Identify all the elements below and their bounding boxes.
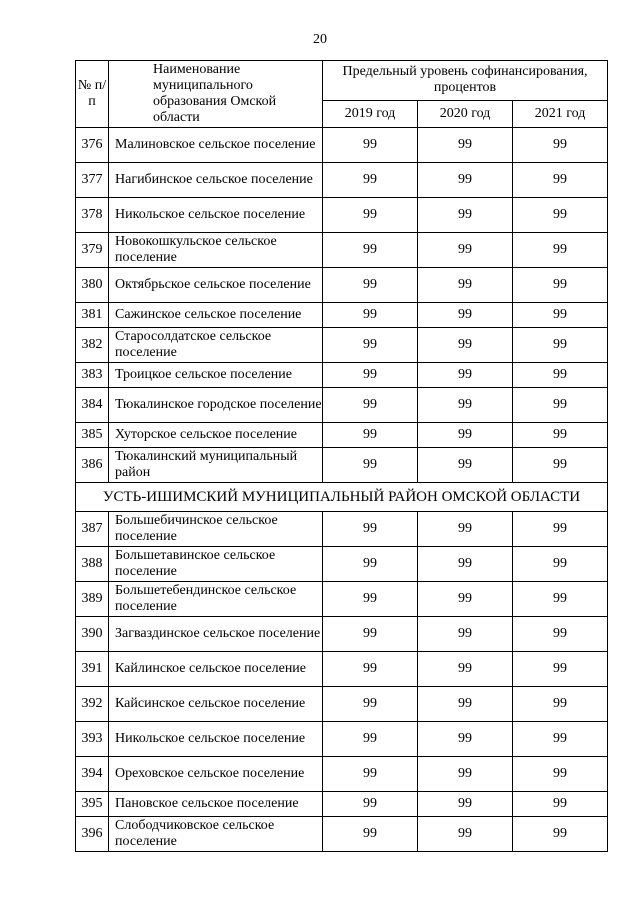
row-number: 388: [76, 547, 109, 582]
row-name: Нагибинское сельское поселение: [109, 163, 323, 198]
row-number: 379: [76, 233, 109, 268]
value-2020: 99: [418, 448, 513, 483]
value-2019: 99: [323, 328, 418, 363]
row-name: Троицкое сельское поселение: [109, 363, 323, 388]
value-2019: 99: [323, 198, 418, 233]
value-2021: 99: [513, 617, 608, 652]
row-name: Новокошкульское сельское поселение: [109, 233, 323, 268]
value-2020: 99: [418, 817, 513, 852]
value-2019: 99: [323, 722, 418, 757]
value-2019: 99: [323, 268, 418, 303]
row-name: Пановское сельское поселение: [109, 792, 323, 817]
table-row: [76, 268, 608, 303]
value-2021: 99: [513, 547, 608, 582]
value-2020: 99: [418, 617, 513, 652]
value-2019: 99: [323, 128, 418, 163]
value-2021: 99: [513, 423, 608, 448]
row-number: 389: [76, 582, 109, 617]
value-2020: 99: [418, 163, 513, 198]
value-2020: 99: [418, 687, 513, 722]
row-number: 384: [76, 388, 109, 423]
value-2020: 99: [418, 582, 513, 617]
cofinancing-table: [75, 60, 608, 852]
table-row: [76, 388, 608, 423]
header-name: Наименование муниципального образования Омской области: [109, 61, 323, 128]
table-row: [76, 617, 608, 652]
value-2021: 99: [513, 722, 608, 757]
value-2019: 99: [323, 233, 418, 268]
value-2019: 99: [323, 423, 418, 448]
header-year-2020: 2020 год: [418, 100, 513, 127]
value-2019: 99: [323, 652, 418, 687]
value-2020: 99: [418, 652, 513, 687]
row-number: 396: [76, 817, 109, 852]
row-number: 382: [76, 328, 109, 363]
value-2020: 99: [418, 363, 513, 388]
row-number: 394: [76, 757, 109, 792]
row-name: Большетавинское сельское поселение: [109, 547, 323, 582]
value-2019: 99: [323, 582, 418, 617]
row-name: Ореховское сельское поселение: [109, 757, 323, 792]
row-name: Кайсинское сельское поселение: [109, 687, 323, 722]
row-number: 387: [76, 512, 109, 547]
value-2021: 99: [513, 163, 608, 198]
header-year-2019: 2019 год: [323, 100, 418, 127]
table-row: [76, 652, 608, 687]
value-2020: 99: [418, 792, 513, 817]
value-2020: 99: [418, 757, 513, 792]
value-2021: 99: [513, 687, 608, 722]
table-row: [76, 328, 608, 363]
row-name: Большебичинское сельское поселение: [109, 512, 323, 547]
value-2021: 99: [513, 268, 608, 303]
row-name: Хуторское сельское поселение: [109, 423, 323, 448]
value-2021: 99: [513, 582, 608, 617]
value-2021: 99: [513, 328, 608, 363]
table-row: [76, 198, 608, 233]
table-row: [76, 448, 608, 483]
row-name: Октябрьское сельское поселение: [109, 268, 323, 303]
table-row: [76, 722, 608, 757]
row-name: Старосолдатское сельское поселение: [109, 328, 323, 363]
value-2019: 99: [323, 363, 418, 388]
value-2021: 99: [513, 512, 608, 547]
table-row: [76, 128, 608, 163]
section-row: [76, 483, 608, 512]
row-name: Сажинское сельское поселение: [109, 303, 323, 328]
page-number: 20: [313, 32, 327, 47]
value-2019: 99: [323, 448, 418, 483]
value-2021: 99: [513, 303, 608, 328]
value-2020: 99: [418, 303, 513, 328]
table-row: [76, 817, 608, 852]
value-2019: 99: [323, 303, 418, 328]
value-2020: 99: [418, 128, 513, 163]
row-number: 378: [76, 198, 109, 233]
table-row: [76, 512, 608, 547]
value-2019: 99: [323, 512, 418, 547]
row-name: Никольское сельское поселение: [109, 722, 323, 757]
value-2021: 99: [513, 817, 608, 852]
table-row: [76, 163, 608, 198]
value-2021: 99: [513, 363, 608, 388]
value-2020: 99: [418, 547, 513, 582]
value-2019: 99: [323, 547, 418, 582]
value-2019: 99: [323, 792, 418, 817]
header-row: [76, 61, 608, 101]
value-2021: 99: [513, 198, 608, 233]
value-2020: 99: [418, 512, 513, 547]
value-2021: 99: [513, 388, 608, 423]
row-number: 393: [76, 722, 109, 757]
value-2021: 99: [513, 792, 608, 817]
row-name: Загваздинское сельское поселение: [109, 617, 323, 652]
value-2019: 99: [323, 757, 418, 792]
section-title: УСТЬ-ИШИМСКИЙ МУНИЦИПАЛЬНЫЙ РАЙОН ОМСКОЙ ОБЛАСТИ: [76, 483, 608, 512]
row-number: 390: [76, 617, 109, 652]
table-row: [76, 547, 608, 582]
header-year-2021: 2021 год: [513, 100, 608, 127]
table-row: [76, 757, 608, 792]
header-group: Предельный уровень софинансирования, процентов: [323, 61, 608, 101]
row-name: Слободчиковское сельское поселение: [109, 817, 323, 852]
table-row: [76, 582, 608, 617]
value-2020: 99: [418, 328, 513, 363]
row-name: Кайлинское сельское поселение: [109, 652, 323, 687]
row-number: 386: [76, 448, 109, 483]
row-number: 385: [76, 423, 109, 448]
table-body: [76, 61, 608, 852]
header-num: № п/п: [76, 61, 109, 128]
table-row: [76, 233, 608, 268]
value-2020: 99: [418, 233, 513, 268]
value-2021: 99: [513, 448, 608, 483]
row-name: Тюкалинский муниципальный район: [109, 448, 323, 483]
value-2020: 99: [418, 198, 513, 233]
row-number: 377: [76, 163, 109, 198]
value-2021: 99: [513, 128, 608, 163]
value-2019: 99: [323, 687, 418, 722]
value-2019: 99: [323, 388, 418, 423]
row-number: 391: [76, 652, 109, 687]
value-2020: 99: [418, 268, 513, 303]
value-2019: 99: [323, 817, 418, 852]
value-2019: 99: [323, 617, 418, 652]
row-name: Тюкалинское городское поселение: [109, 388, 323, 423]
row-number: 381: [76, 303, 109, 328]
value-2020: 99: [418, 423, 513, 448]
value-2020: 99: [418, 722, 513, 757]
row-name: Большетебендинское сельское поселение: [109, 582, 323, 617]
row-number: 383: [76, 363, 109, 388]
table-row: [76, 363, 608, 388]
row-number: 392: [76, 687, 109, 722]
value-2021: 99: [513, 652, 608, 687]
value-2021: 99: [513, 233, 608, 268]
row-number: 376: [76, 128, 109, 163]
table-row: [76, 792, 608, 817]
table-row: [76, 303, 608, 328]
row-name: Никольское сельское поселение: [109, 198, 323, 233]
table-row: [76, 423, 608, 448]
row-number: 395: [76, 792, 109, 817]
value-2020: 99: [418, 388, 513, 423]
value-2019: 99: [323, 163, 418, 198]
row-number: 380: [76, 268, 109, 303]
value-2021: 99: [513, 757, 608, 792]
table-row: [76, 687, 608, 722]
row-name: Малиновское сельское поселение: [109, 128, 323, 163]
